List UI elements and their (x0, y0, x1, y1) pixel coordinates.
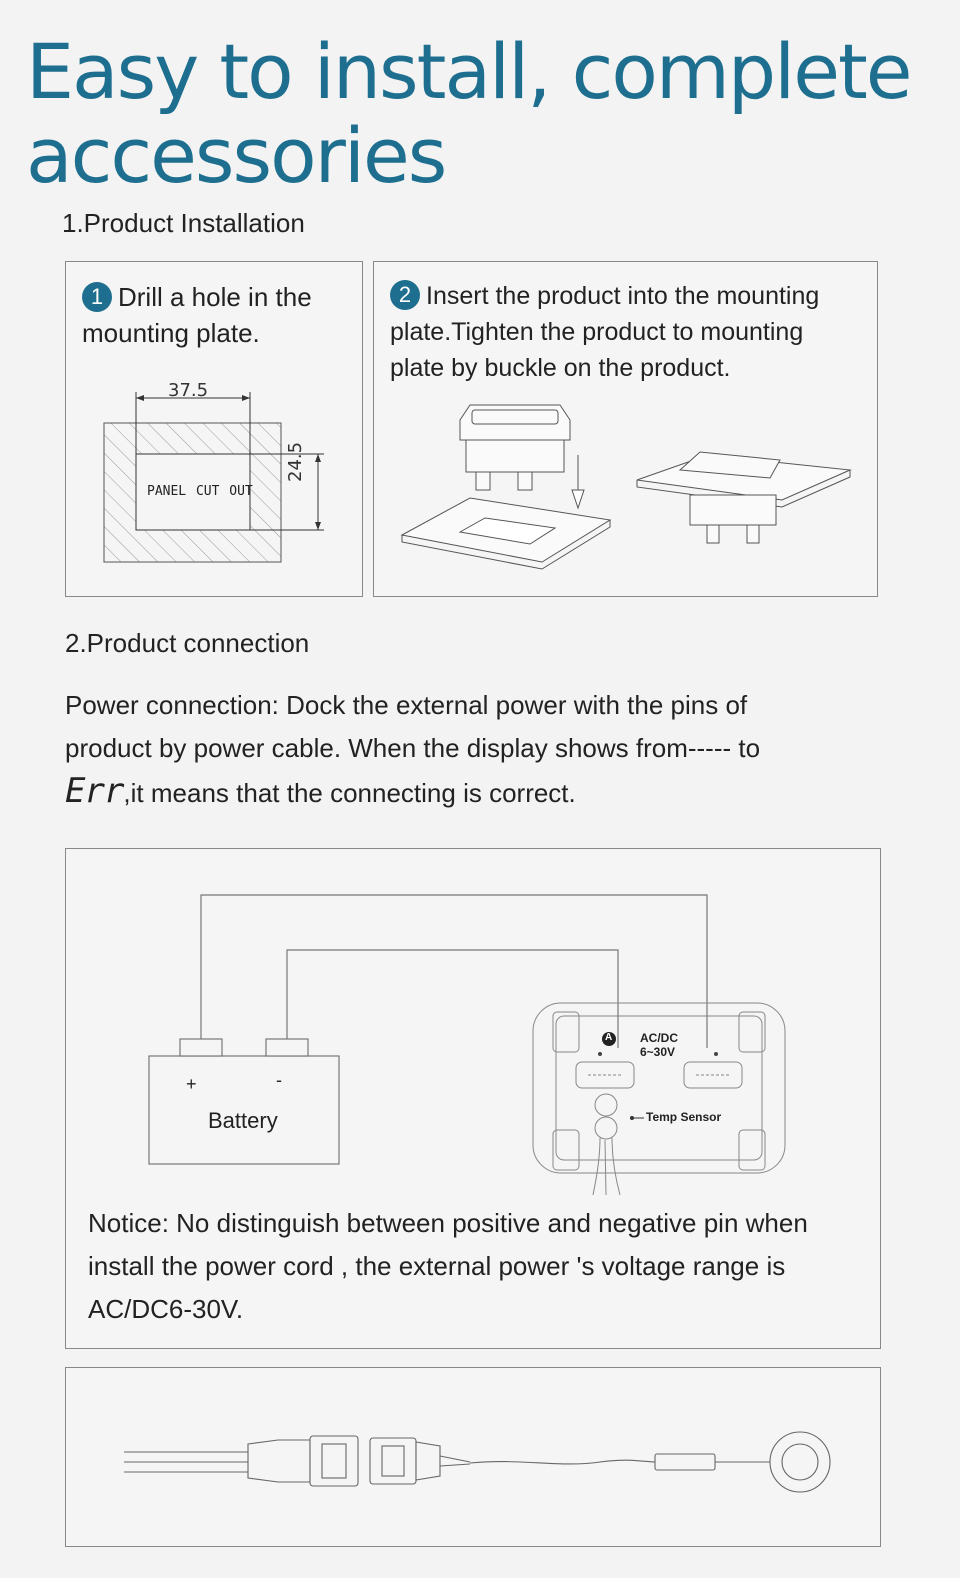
connector-housing-right (370, 1438, 416, 1484)
battery-minus-sign: - (276, 1070, 282, 1090)
sensor-cable (470, 1460, 655, 1464)
err-display-glyph: Err (65, 771, 124, 811)
temp-sensor-label: Temp Sensor (646, 1110, 722, 1124)
crimp-sleeve (655, 1454, 715, 1470)
section-connection-heading: 2.Product connection (65, 628, 310, 658)
height-dimension-label: 24.5 (285, 441, 306, 482)
marker-a-label: A (605, 1032, 613, 1043)
voltage-label: 6~30V (640, 1045, 676, 1059)
power-text-line1: Power connection: Dock the external power with the pins of (65, 690, 748, 720)
panel-cutout-label: PANEL CUT OUT (147, 484, 253, 499)
connector-boot-left (248, 1440, 310, 1482)
title-line-1: Easy to install, complete (26, 27, 911, 116)
step2-number-badge: 2 (390, 280, 420, 310)
power-text-line3: ,it means that the connecting is correct. (123, 778, 576, 808)
power-text-line2: product by power cable. When the display shows from----- to (65, 733, 761, 763)
step1-text-line1: Drill a hole in the (118, 282, 312, 312)
ring-terminal (770, 1432, 830, 1492)
step1-number-badge: 1 (82, 282, 112, 312)
section-installation-heading: 1.Product Installation (62, 208, 305, 238)
title-line-2: accessories (26, 111, 446, 200)
step2-text-line2: plate.Tighten the product to mounting (390, 318, 804, 346)
acdc-label: AC/DC (640, 1031, 678, 1045)
battery-plus-sign: + (186, 1074, 197, 1094)
step1-text-line2: mounting plate. (82, 318, 260, 348)
notice-line1: Notice: No distinguish between positive and negative pin when (88, 1208, 808, 1238)
width-dimension-label: 37.5 (168, 380, 209, 401)
step2-text-line1: Insert the product into the mounting (426, 282, 820, 310)
notice-line3: AC/DC6-30V. (88, 1294, 244, 1324)
battery-label: Battery (208, 1108, 278, 1133)
step2-text-line3: plate by buckle on the product. (390, 354, 731, 382)
notice-line2: install the power cord , the external power 's voltage range is (88, 1251, 786, 1281)
